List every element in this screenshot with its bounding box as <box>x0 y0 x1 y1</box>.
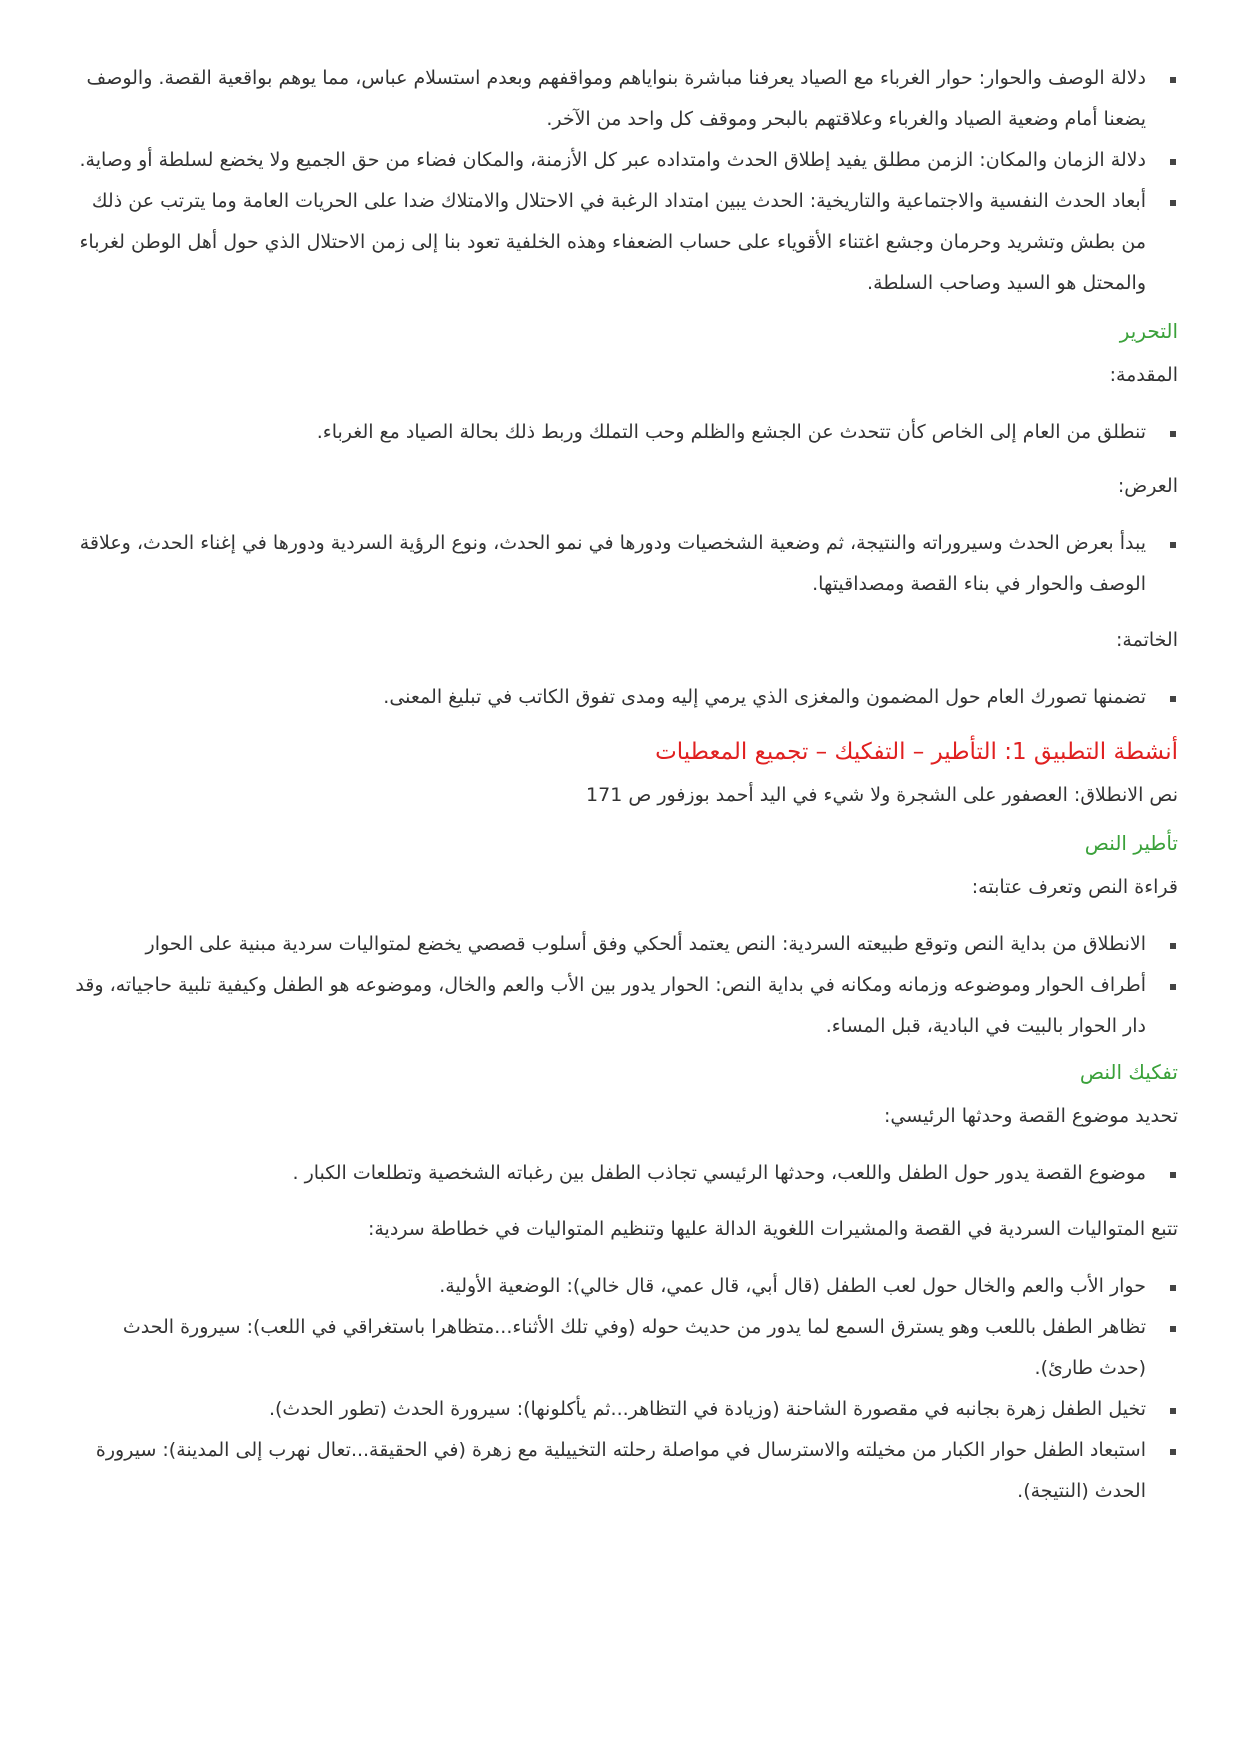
framing-label: قراءة النص وتعرف عتابته: <box>971 876 1178 898</box>
bullet-list-conclusion <box>74 677 1178 718</box>
list-item-text: تظاهر الطفل باللعب وهو يسترق السمع لما يدور من حديث حوله (وفي تلك الأثناء...متظاهرا باستغراقي في اللعب): سيرورة الحدث (حدث طارئ). <box>122 1316 1146 1379</box>
deconstruction-label-1: تحديد موضوع القصة وحدثها الرئيسي: <box>883 1105 1178 1127</box>
list-item-text: موضوع القصة يدور حول الطفل واللعب، وحدثها الرئيسي تجاذب الطفل بين رغباته الشخصية وتطلعات الكبار . <box>292 1162 1146 1184</box>
bullet-list-deconstruction-1 <box>74 1153 1178 1194</box>
body-label: العرض: <box>1117 475 1178 497</box>
list-item-text: أطراف الحوار وموضوعه وزمانه ومكانه في بداية النص: الحوار يدور بين الأب والعم والخال، وموضوعه هو الطفل وكيفية تلبية حاجياته، وقد دار الحوار بالبيت في البادية، قبل المساء. <box>75 974 1146 1037</box>
square-bullet-icon <box>1170 696 1176 702</box>
square-bullet-icon <box>1170 943 1176 949</box>
bullet-list-deconstruction-2 <box>74 1266 1178 1512</box>
bullet-list-framing <box>74 924 1178 1047</box>
list-item-text: حوار الأب والعم والخال حول لعب الطفل (قال أبي، قال عمي، قال خالي): الوضعية الأولية. <box>439 1275 1146 1297</box>
list-item <box>74 523 1146 605</box>
square-bullet-icon <box>1170 1326 1176 1332</box>
list-item <box>74 965 1146 1047</box>
bullet-list-top <box>74 58 1178 304</box>
section-heading-tahrir: التحرير <box>1119 319 1178 343</box>
bullet-list-body <box>74 523 1178 605</box>
list-item-text: دلالة الزمان والمكان: الزمن مطلق يفيد إطلاق الحدث وامتداده عبر كل الأزمنة، والمكان فضاء من حق الجميع ولا يخضع لسلطة أو وصاية. <box>79 149 1146 171</box>
list-item-text: الانطلاق من بداية النص وتوقع طبيعته السردية: النص يعتمد ألحكي وفق أسلوب قصصي يخضع لمتواليات سردية مبنية على الحوار <box>145 933 1146 955</box>
intro-label: المقدمة: <box>1109 364 1178 386</box>
list-item <box>74 1430 1146 1512</box>
section-heading-framing: تأطير النص <box>1084 831 1178 855</box>
list-item <box>74 1307 1146 1389</box>
square-bullet-icon <box>1170 1172 1176 1178</box>
square-bullet-icon <box>1170 1449 1176 1455</box>
activities-heading: أنشطة التطبيق 1: التأطير – التفكيك – تجميع المعطيات <box>655 739 1178 765</box>
list-item-text: تنطلق من العام إلى الخاص كأن تتحدث عن الجشع والظلم وحب التملك وربط ذلك بحالة الصياد مع الغرباء. <box>316 421 1146 443</box>
list-item <box>74 140 1146 181</box>
list-item <box>74 1153 1146 1194</box>
square-bullet-icon <box>1170 77 1176 83</box>
list-item-text: يبدأ بعرض الحدث وسيروراته والنتيجة، ثم وضعية الشخصيات ودورها في نمو الحدث، ونوع الرؤية السردية ودورها في إغناء الحدث، وعلاقة الوصف والحوار في بناء القصة ومصداقيتها. <box>79 532 1146 595</box>
square-bullet-icon <box>1170 431 1176 437</box>
square-bullet-icon <box>1170 542 1176 548</box>
list-item <box>74 412 1146 453</box>
list-item-text: استبعاد الطفل حوار الكبار من مخيلته والاسترسال في مواصلة رحلته التخييلية مع زهرة (في الحقيقة...تعال نهرب إلى المدينة): سيرورة الحدث (النتيجة). <box>95 1439 1146 1502</box>
square-bullet-icon <box>1170 1408 1176 1414</box>
document-page <box>74 58 1178 1512</box>
list-item <box>74 677 1146 718</box>
list-item <box>74 924 1146 965</box>
conclusion-label: الخاتمة: <box>1116 629 1178 651</box>
list-item-text: تضمنها تصورك العام حول المضمون والمغزى الذي يرمي إليه ومدى تفوق الكاتب في تبليغ المعنى. <box>383 686 1146 708</box>
list-item-text: تخيل الطفل زهرة بجانبه في مقصورة الشاحنة (وزيادة في التظاهر...ثم يأكلونها): سيرورة الحدث (تطور الحدث). <box>268 1398 1146 1420</box>
list-item-text: أبعاد الحدث النفسية والاجتماعية والتاريخية: الحدث يبين امتداد الرغبة في الاحتلال والامتلاك ضدا على الحريات العامة وما يترتب عن ذلك من بطش وتشريد وحرمان وجشع اغتناء الأقوياء على حساب الضعفاء وهذه الخلفية تعود بنا إلى زمن الاحتلال الذي حول أهل الوطن لغرباء والمحتل هو السيد وصاحب السلطة. <box>79 190 1146 294</box>
list-item <box>74 1389 1146 1430</box>
list-item <box>74 58 1146 140</box>
list-item <box>74 1266 1146 1307</box>
section-heading-deconstruction: تفكيك النص <box>1079 1060 1178 1084</box>
list-item-text: دلالة الوصف والحوار: حوار الغرباء مع الصياد يعرفنا مباشرة بنواياهم ومواقفهم وبعدم استسلام عباس، مما يوهم بواقعية القصة. والوصف يضعنا أمام وضعية الصياد والغرباء وعلاقتهم بالبحر وموقف كل واحد من الآخر. <box>86 67 1146 130</box>
source-text: نص الانطلاق: العصفور على الشجرة ولا شيء في اليد أحمد بوزفور ص 171 <box>586 784 1178 806</box>
bullet-list-intro <box>74 412 1178 453</box>
square-bullet-icon <box>1170 200 1176 206</box>
deconstruction-label-2: تتبع المتواليات السردية في القصة والمشيرات اللغوية الدالة عليها وتنظيم المتواليات في خطاطة سردية: <box>367 1218 1178 1240</box>
square-bullet-icon <box>1170 984 1176 990</box>
list-item <box>74 181 1146 304</box>
square-bullet-icon <box>1170 159 1176 165</box>
square-bullet-icon <box>1170 1285 1176 1291</box>
